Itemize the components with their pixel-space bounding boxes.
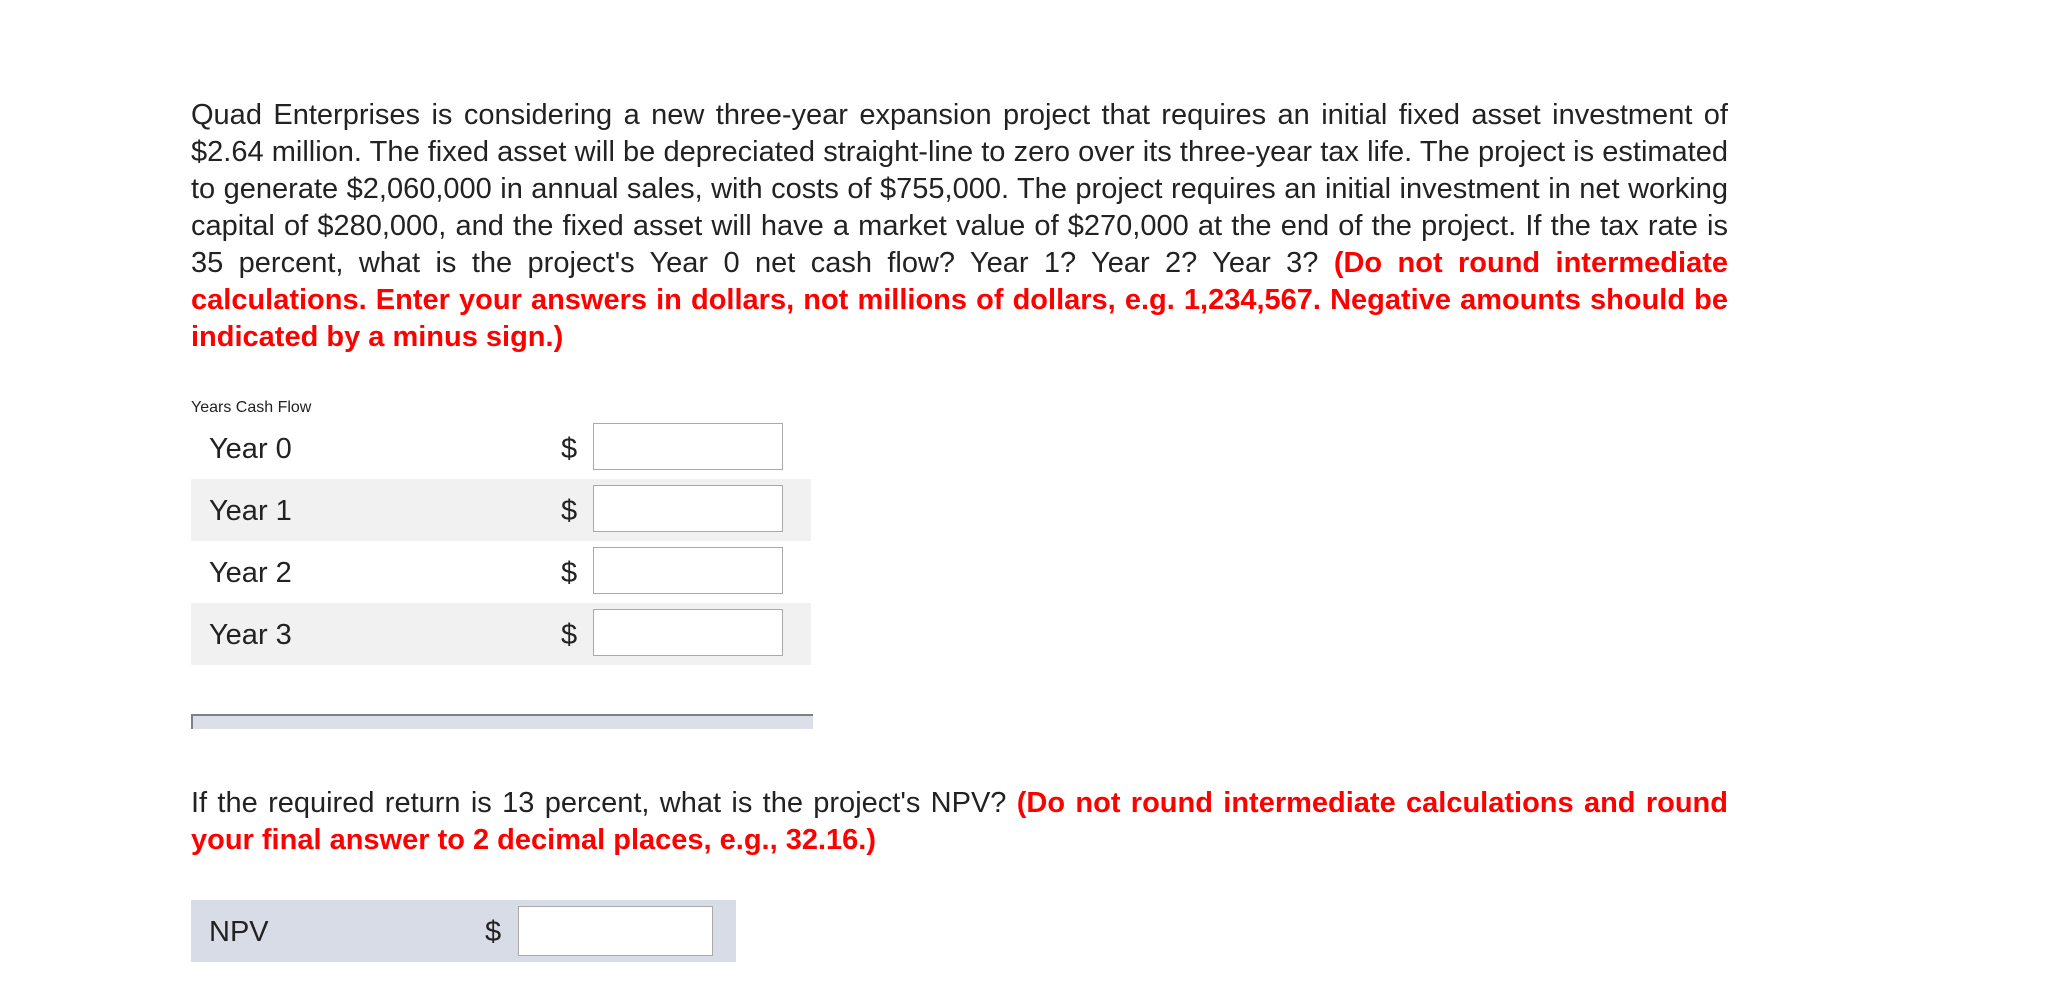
year-2-cash-flow-input[interactable] — [593, 547, 783, 594]
npv-label: NPV — [209, 916, 269, 948]
question-2-text: If the required return is 13 percent, what is the project's NPV? — [191, 787, 1007, 819]
dollar-sign: $ — [485, 916, 502, 948]
cash-flow-table-header — [191, 399, 811, 417]
dollar-sign: $ — [561, 495, 578, 527]
year-2-label: Year 2 — [209, 557, 292, 589]
npv-input[interactable] — [518, 906, 713, 956]
dollar-sign: $ — [561, 557, 578, 589]
cash-flow-column-header: Cash Flow — [235, 399, 312, 416]
dollar-sign: $ — [561, 619, 578, 651]
cash-flow-table — [191, 399, 811, 665]
table-footer-bar — [191, 714, 813, 729]
year-1-label: Year 1 — [209, 495, 292, 527]
year-0-cash-flow-input[interactable] — [593, 423, 783, 470]
question-2-paragraph — [191, 785, 1728, 859]
table-row — [191, 541, 811, 603]
npv-row — [191, 900, 736, 962]
question-1-instruction: (Do not round intermediate calculations. Enter your answers in dollars, not millions of dollars, e.g. 1,234,567. Negative amounts should be indicated by a minus sign.) — [191, 247, 1728, 353]
table-row — [191, 417, 811, 479]
year-3-cash-flow-input[interactable] — [593, 609, 783, 656]
table-row — [191, 603, 811, 665]
question-2-instruction: (Do not round intermediate calculations and round your final answer to 2 decimal places, e.g., 32.16.) — [191, 787, 1728, 856]
question-1-paragraph — [191, 97, 1728, 356]
years-column-header: Years — [191, 399, 232, 416]
year-1-cash-flow-input[interactable] — [593, 485, 783, 532]
dollar-sign: $ — [561, 433, 578, 465]
table-row — [191, 479, 811, 541]
question-1-text: Quad Enterprises is considering a new three-year expansion project that requires an initial fixed asset investment of $2.64 million. The fixed asset will be depreciated straight-line to zero over its three-year tax life. The project is estimated to generate $2,060,000 in annual sales, with costs of $755,000. The project requires an initial investment in net working capital of $280,000, and the fixed asset will have a market value of $270,000 at the end of the project. If the tax rate is 35 percent, what is the project's Year 0 net cash flow? Year 1? Year 2? Year 3? — [191, 99, 1728, 279]
year-3-label: Year 3 — [209, 619, 292, 651]
year-0-label: Year 0 — [209, 433, 292, 465]
